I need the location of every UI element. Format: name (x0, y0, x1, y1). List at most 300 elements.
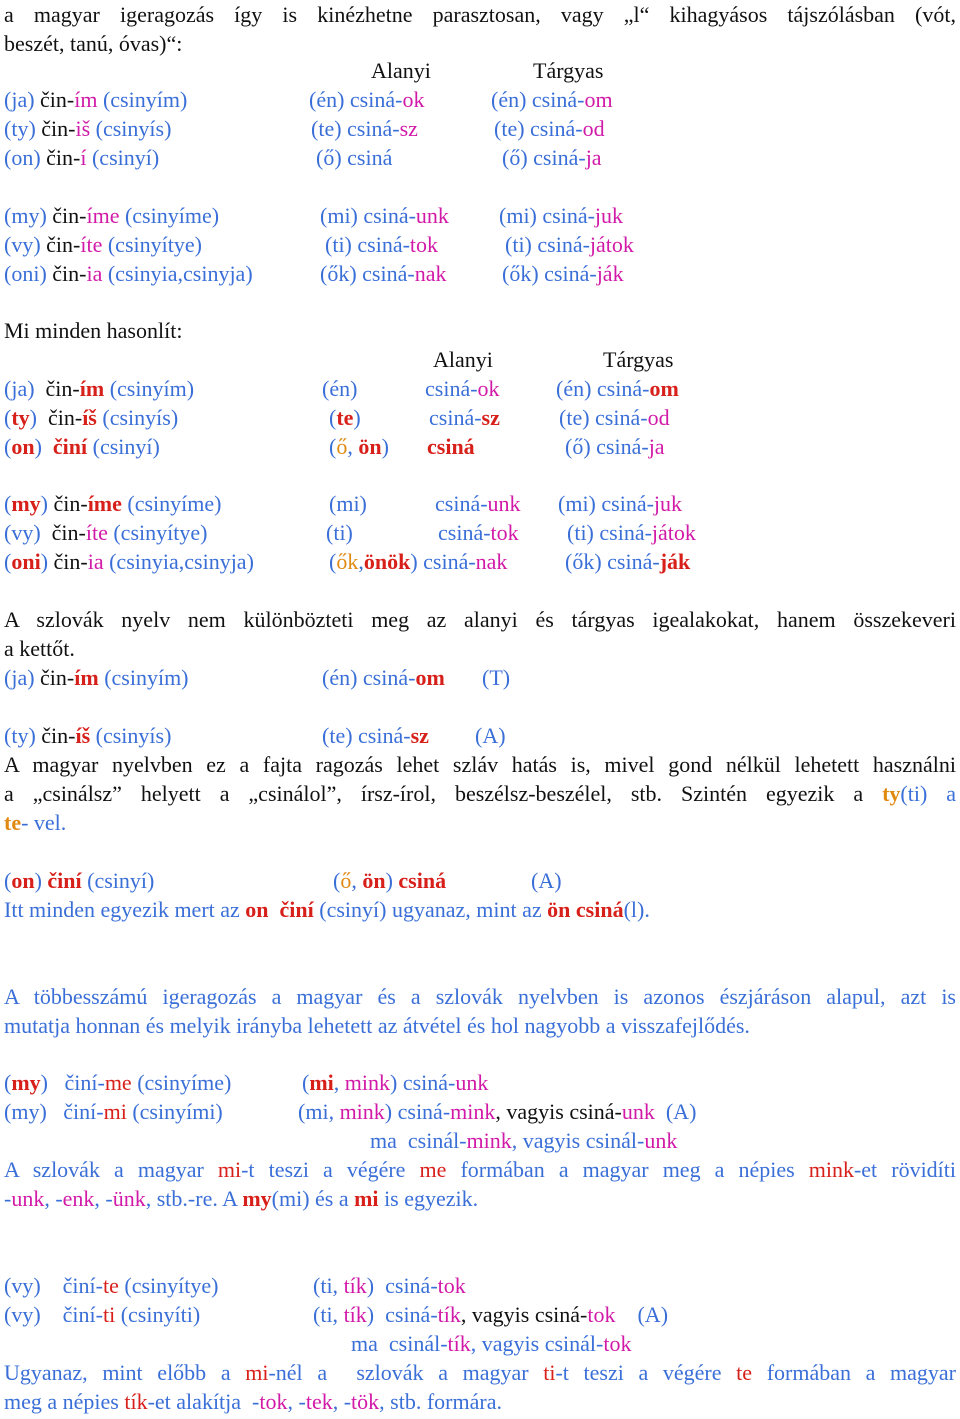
text-segment: formában a magyar meg a népies (446, 1157, 809, 1182)
text-segment: (csinyís) (90, 723, 172, 748)
text-segment: (mi) csiná- (320, 203, 416, 228)
text-segment: (ty) (4, 116, 42, 141)
text-segment: , (358, 549, 364, 574)
text-line (329, 432, 389, 461)
paragraph-3-line-2: a kettőt. (4, 636, 75, 661)
text-segment: on (245, 897, 269, 922)
text-line (429, 403, 500, 432)
text-segment: čin- (40, 665, 75, 690)
text-line (556, 374, 679, 403)
text-segment: (my) (4, 203, 53, 228)
text-segment: ) csiná- (366, 1302, 438, 1327)
text-segment: čin- (51, 520, 86, 545)
text-segment: tík (447, 1331, 471, 1356)
text-segment: csiná- (591, 376, 650, 401)
text-segment: csiná- (362, 665, 416, 690)
text-segment: ty (882, 781, 901, 806)
text-segment: ) csiná- (366, 1273, 438, 1298)
text-segment: unk (415, 203, 449, 228)
text-line (311, 114, 418, 143)
text-segment: od (647, 405, 670, 430)
text-segment: činí- (63, 1099, 104, 1124)
text-segment: ( (4, 434, 12, 459)
text-segment: ( (329, 405, 337, 430)
text-segment: činí (47, 868, 82, 893)
text-segment: -et rövidíti (853, 1157, 957, 1182)
text-segment: (A) (637, 1302, 669, 1327)
text-line (333, 866, 446, 895)
text-segment: (csinyí) (86, 145, 160, 170)
text-segment: ( (4, 376, 12, 401)
text-segment: (én) (322, 376, 358, 401)
text-segment: mi (217, 1157, 242, 1182)
text-segment: csiná- (589, 405, 648, 430)
paragraph-4-line-3 (4, 808, 66, 837)
text-segment: ) csiná- (390, 1070, 456, 1095)
text-line (329, 403, 361, 432)
text-segment: íme (87, 491, 122, 516)
text-segment: ( (302, 1070, 310, 1095)
text-line (4, 374, 194, 403)
text-segment: íš (82, 405, 97, 430)
text-segment: tík (437, 1302, 461, 1327)
text-segment: is egyezik. (378, 1186, 479, 1211)
text-line (4, 866, 154, 895)
paragraph-3-line-1: A szlovák nyelv nem különbözteti meg az alanyi és tárgyas igealakokat, hanem összekeveri (4, 607, 956, 632)
text-segment: (vy) (4, 232, 47, 257)
text-line (316, 143, 392, 172)
text-segment: , vagyis csiná- (495, 1099, 622, 1124)
text-line (4, 85, 187, 114)
text-segment: (csinyím) (98, 665, 189, 690)
text-segment: -t teszi a végére (241, 1157, 420, 1182)
text-segment: čin- (53, 491, 88, 516)
text-line (4, 230, 202, 259)
text-line (494, 114, 605, 143)
text-segment: csiná- (417, 549, 476, 574)
text-segment: ( (333, 868, 341, 893)
text-segment: ia (86, 261, 103, 286)
text-line (502, 259, 624, 288)
text-segment: ) (27, 376, 35, 401)
text-segment: (én) csiná- (491, 87, 585, 112)
text-segment: mink (339, 1099, 385, 1124)
text-segment: ty (11, 405, 30, 430)
text-segment: ő (336, 434, 348, 459)
example-my-3 (370, 1126, 677, 1155)
text-segment: činí (279, 897, 314, 922)
text-segment: ) (33, 520, 41, 545)
text-segment: (csinyíme) (121, 491, 222, 516)
text-segment: tok (490, 520, 519, 545)
text-line (4, 663, 189, 692)
text-segment: ok (402, 87, 425, 112)
paragraph-6-line-2: mutatja honnan és melyik irányba lehetett az átvétel és hol nagyobb a visszafejlődés. (4, 1013, 750, 1038)
text-segment: , vagyis csiná- (460, 1302, 588, 1327)
text-segment: on (11, 868, 35, 893)
text-segment: íš (75, 723, 91, 748)
paragraph-8-line-2 (4, 1387, 502, 1416)
text-segment: mink (808, 1157, 854, 1182)
text-segment: (vy) (4, 1302, 41, 1327)
text-segment: ) (40, 1070, 48, 1095)
text-segment: ják (659, 549, 691, 574)
text-segment: csiná- (590, 434, 649, 459)
text-line (491, 85, 613, 114)
text-segment: te (736, 1360, 753, 1385)
text-segment: (ty) (4, 723, 42, 748)
text-segment: (csinyia,csinyja) (102, 261, 253, 286)
text-segment: čin- (53, 549, 88, 574)
text-line (4, 721, 171, 750)
text-segment: mink (344, 1070, 391, 1095)
text-segment: unk (455, 1070, 489, 1095)
text-segment: ják (596, 261, 624, 286)
text-segment: , - (332, 1389, 352, 1414)
text-segment: csiná- (435, 491, 488, 516)
text-segment: játok (589, 232, 634, 257)
text-segment: (my) (4, 1099, 47, 1124)
text-segment: (csinyíti) (115, 1302, 201, 1327)
text-segment: , (351, 868, 363, 893)
example-vy-3 (351, 1329, 631, 1358)
text-line (298, 1097, 696, 1126)
text-segment: ) (34, 868, 48, 893)
text-line (438, 518, 519, 547)
text-line (4, 259, 253, 288)
text-segment: (csinyími) (126, 1099, 223, 1124)
text-segment: juk (594, 203, 624, 228)
text-segment: (A) (665, 1099, 697, 1124)
text-line (558, 489, 682, 518)
text-line (4, 518, 207, 547)
text-segment: (csinyís) (90, 116, 172, 141)
text-segment: csiná- (438, 520, 491, 545)
text-segment: csiná (427, 434, 475, 459)
text-segment: om (415, 665, 445, 690)
text-segment: csiná- (429, 405, 482, 430)
text-segment: od (582, 116, 605, 141)
text-segment: (csinyí) ugyanaz, mint az (313, 897, 548, 922)
text-segment: (csinyia,csinyja) (103, 549, 254, 574)
text-line (4, 547, 254, 576)
text-segment: ) (34, 434, 42, 459)
text-segment: (ti) a (900, 781, 956, 806)
text-segment: te (4, 810, 22, 835)
text-segment: (oni) (4, 261, 53, 286)
text-line (313, 1271, 466, 1300)
text-segment: ) (385, 868, 399, 893)
text-segment: mink (466, 1128, 512, 1153)
text-line (4, 1097, 223, 1126)
text-segment: ) (40, 549, 49, 574)
text-segment: me (104, 1070, 132, 1095)
text-segment: , - (94, 1186, 113, 1211)
text-segment: (ő) csiná (316, 145, 393, 170)
text-segment: ( (4, 1070, 12, 1095)
text-segment: (ti) csiná- (325, 232, 410, 257)
text-segment: , - (287, 1389, 306, 1414)
text-segment: (én) csiná- (309, 87, 403, 112)
text-segment: vy (11, 520, 34, 545)
text-segment: om (584, 87, 613, 112)
text-segment: , - (44, 1186, 63, 1211)
text-segment: , (333, 1070, 345, 1095)
text-segment: te (102, 1273, 119, 1298)
text-line (567, 518, 696, 547)
intro-text: a magyar igeragozás így is kinézhetne parasztosan, vagy „l“ kihagyásos tájszólásban (vót, (4, 2, 956, 27)
text-segment: čin- (52, 203, 87, 228)
text-segment: ma csinál- (351, 1331, 448, 1356)
text-segment: , (328, 1099, 340, 1124)
text-line (565, 547, 690, 576)
text-segment: ) (29, 405, 37, 430)
text-segment: me (419, 1157, 447, 1182)
text-segment: činí- (64, 1070, 105, 1095)
paragraph-5 (4, 895, 650, 924)
text-line (320, 259, 446, 288)
text-segment: my (242, 1186, 272, 1211)
text-line (322, 721, 429, 750)
text-segment: (csinyítye) (107, 520, 208, 545)
text-segment: (l). (623, 897, 650, 922)
text-segment: om (649, 376, 679, 401)
text-segment: mi (103, 1099, 127, 1124)
text-segment: unk (621, 1099, 655, 1124)
text-segment: csiná- (595, 491, 654, 516)
text-segment: (ti) csiná- (505, 232, 590, 257)
intro-line-1 (4, 0, 956, 29)
text-segment: csiná- (358, 723, 411, 748)
text-segment: ma csinál- (370, 1128, 467, 1153)
text-segment: (csinyím) (104, 376, 195, 401)
text-segment: ( (298, 1099, 306, 1124)
text-segment: csiná- (425, 376, 478, 401)
header-targyas: Tárgyas (533, 58, 604, 83)
text-segment: -nél a szlovák a magyar (268, 1360, 544, 1385)
text-segment: (csinyíme) (119, 203, 220, 228)
text-segment: mi (354, 1186, 379, 1211)
text-line (4, 432, 160, 461)
text-line (4, 114, 171, 143)
text-segment: (te) (559, 405, 590, 430)
text-segment: ) (381, 434, 389, 459)
text-segment: csiná (398, 868, 447, 893)
text-segment: (ti, (313, 1273, 344, 1298)
text-segment: tok (409, 232, 439, 257)
text-segment: nak (475, 549, 508, 574)
text-segment: ünk (112, 1186, 146, 1211)
text-segment: íte (85, 520, 108, 545)
text-segment: (ja) (4, 87, 41, 112)
text-segment: formában a magyar (752, 1360, 956, 1385)
text-segment: sz (410, 723, 429, 748)
text-segment: (csinyím) (97, 87, 188, 112)
text-segment: my (11, 1070, 41, 1095)
text-segment: A szlovák a magyar (4, 1157, 218, 1182)
text-segment: ja (585, 145, 602, 170)
text-segment: tok (259, 1389, 288, 1414)
text-segment: sz (481, 405, 500, 430)
text-segment: čin- (40, 87, 75, 112)
text-segment: ím (74, 665, 99, 690)
intro-line-2 (4, 29, 182, 58)
text-segment: tík (343, 1302, 367, 1327)
text-segment: ti (543, 1360, 556, 1385)
text-segment: mi (309, 1070, 334, 1095)
text-segment: (T) (482, 665, 511, 690)
text-line (4, 1068, 231, 1097)
text-segment: -et alakítja - (147, 1389, 260, 1414)
text-line (559, 403, 670, 432)
text-segment: ím (74, 87, 98, 112)
text-segment: meg a népies (4, 1389, 125, 1414)
header-alanyi-2: Alanyi (433, 347, 493, 372)
text-segment: mi (305, 1099, 329, 1124)
text-segment: Ugyanaz, mint előbb a (4, 1360, 246, 1385)
text-segment: unk (644, 1128, 678, 1153)
text-segment: ) (40, 491, 48, 516)
text-line (4, 1300, 200, 1329)
text-segment: enk (62, 1186, 95, 1211)
text-segment: (csinyítye) (102, 232, 202, 257)
text-line (322, 663, 445, 692)
text-segment: čin- (46, 232, 81, 257)
text-line (505, 230, 634, 259)
text-segment: ( (329, 549, 337, 574)
text-line (4, 201, 219, 230)
text-segment: činí- (62, 1302, 103, 1327)
text-segment: ( (4, 520, 12, 545)
text-segment: juk (653, 491, 683, 516)
text-segment: (te) (322, 723, 359, 748)
section2-title: Mi minden hasonlít: (4, 318, 183, 343)
text-line (302, 1068, 488, 1097)
text-segment: (ő) (565, 434, 591, 459)
text-segment: (on) (4, 145, 47, 170)
text-segment: (csinyí) (81, 868, 155, 893)
intro-text-2: beszét, tanú, óvas)“: (4, 31, 183, 56)
text-line (329, 547, 507, 576)
text-segment: ( (4, 868, 12, 893)
paragraph-4-line-1: A magyar nyelvben ez a fajta ragozás lehet szláv hatás is, mivel gond nélkül lehetett használni (4, 752, 956, 777)
text-segment: (mi) és a (271, 1186, 355, 1211)
text-segment: (ő) csiná- (502, 145, 586, 170)
text-segment: játok (651, 520, 696, 545)
text-segment: ( (4, 491, 12, 516)
text-segment: íme (86, 203, 120, 228)
text-line (4, 143, 159, 172)
text-segment: (mi) (329, 491, 367, 516)
text-segment: tok (603, 1331, 632, 1356)
text-segment: (A) (531, 868, 562, 893)
header-targyas-2: Tárgyas (603, 347, 674, 372)
text-segment: ti (102, 1302, 116, 1327)
text-segment: , (347, 434, 359, 459)
text-segment: csiná (575, 897, 624, 922)
text-segment: (csinyís) (96, 405, 179, 430)
text-segment: tík (124, 1389, 148, 1414)
text-segment: unk (487, 491, 521, 516)
paragraph-6-line-1: A többesszámú igeragozás a magyar és a szlovák nyelvben is azonos észjáráson alapul, azt is (4, 984, 956, 1009)
text-segment: Itt minden egyezik mert az (4, 897, 246, 922)
text-segment: -t teszi a végére (555, 1360, 737, 1385)
header-alanyi: Alanyi (371, 58, 431, 83)
text-segment: (ők) csiná- (502, 261, 597, 286)
text-segment: (csinyítye) (118, 1273, 219, 1298)
text-segment: ja (648, 434, 665, 459)
text-segment: csiná- (593, 520, 652, 545)
text-segment: čin- (41, 116, 76, 141)
text-segment: čin- (41, 723, 76, 748)
text-segment: mink (450, 1099, 496, 1124)
text-line (499, 201, 623, 230)
text-segment: ön (358, 434, 382, 459)
text-segment: tek (305, 1389, 333, 1414)
text-segment: íte (80, 232, 103, 257)
text-segment: unk (11, 1186, 45, 1211)
text-line (502, 143, 602, 172)
text-segment: čin- (46, 145, 81, 170)
text-segment: oni (11, 549, 41, 574)
text-segment: (te) csiná- (311, 116, 400, 141)
text-segment: čin- (52, 261, 87, 286)
text-segment: (mi) (558, 491, 596, 516)
text-segment: ja (11, 376, 28, 401)
text-segment: čin- (47, 405, 83, 430)
text-segment: činí (52, 434, 88, 459)
text-segment: (csinyíme) (131, 1070, 232, 1095)
text-segment: (mi) csiná- (499, 203, 595, 228)
text-segment: tík (343, 1273, 367, 1298)
text-segment: csiná- (601, 549, 660, 574)
text-segment: (ti, (313, 1302, 344, 1327)
text-line (4, 1271, 218, 1300)
text-segment: tök (351, 1389, 380, 1414)
text-segment: iš (75, 116, 91, 141)
text-segment: , stb. formára. (379, 1389, 502, 1414)
text-segment: (te) csiná- (494, 116, 583, 141)
text-segment: sz (399, 116, 418, 141)
text-segment: ) (410, 549, 418, 574)
text-segment: ( (4, 405, 12, 430)
text-segment: (ők) (565, 549, 602, 574)
text-segment: ok (477, 376, 500, 401)
text-line (425, 374, 500, 403)
text-line (4, 489, 221, 518)
text-segment: - vel. (21, 810, 67, 835)
text-segment: - (4, 1186, 12, 1211)
text-segment: ( (4, 549, 12, 574)
text-segment: (ti) (326, 520, 353, 545)
text-segment: ) (353, 405, 361, 430)
text-segment: on (11, 434, 35, 459)
paragraph-7-line-1 (4, 1155, 956, 1184)
text-segment: my (11, 491, 41, 516)
text-segment: (csinyí) (87, 434, 160, 459)
paragraph-7-line-2 (4, 1184, 478, 1213)
text-segment: , stb.-re. A (145, 1186, 243, 1211)
text-segment: tok (437, 1273, 466, 1298)
text-segment: önök (363, 549, 411, 574)
text-segment: (én) (556, 376, 592, 401)
text-segment: te (336, 405, 354, 430)
text-segment: mi (245, 1360, 269, 1385)
text-segment: (ti) (567, 520, 594, 545)
text-segment: ia (87, 549, 104, 574)
text-segment: čin- (45, 376, 80, 401)
text-segment: ) csiná- (384, 1099, 451, 1124)
